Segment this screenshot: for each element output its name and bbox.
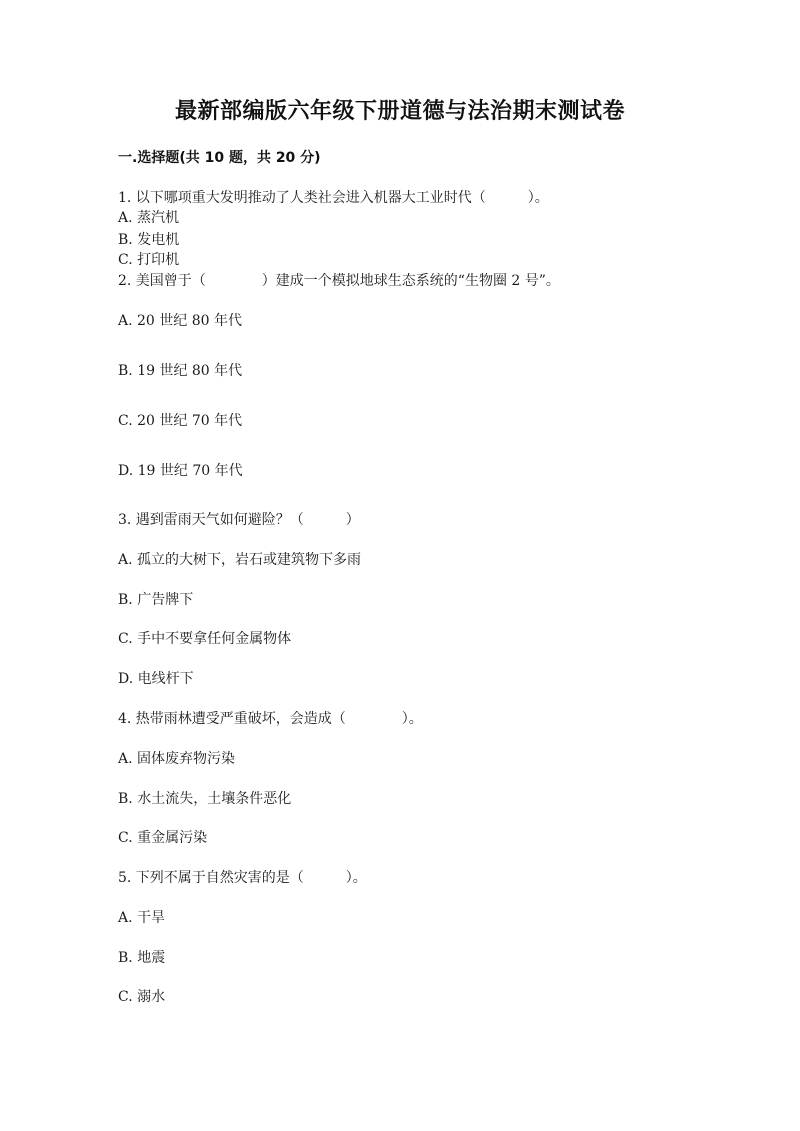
question-2-option-d: D. 19 世纪 70 年代 — [118, 463, 243, 479]
question-1-option-c: C. 打印机 — [118, 252, 180, 268]
question-5-option-b: B. 地震 — [118, 950, 166, 966]
question-2-stem: 2. 美国曾于（ ）建成一个模拟地球生态系统的“生物圈 2 号”。 — [118, 273, 560, 289]
question-1-option-b: B. 发电机 — [118, 232, 180, 248]
question-3-stem: 3. 遇到雷雨天气如何避险？（ ） — [118, 512, 360, 528]
question-5-option-c: C. 溺水 — [118, 989, 166, 1005]
question-5-option-a: A. 干旱 — [118, 910, 166, 926]
question-2-option-b: B. 19 世纪 80 年代 — [118, 363, 243, 379]
question-5-stem: 5. 下列不属于自然灾害的是（ ）。 — [118, 870, 367, 886]
page-title: 最新部编版六年级下册道德与法治期末测试卷 — [174, 99, 625, 124]
question-4-option-b: B. 水土流失，土壤条件恶化 — [118, 791, 292, 807]
section-header: 一.选择题(共 10 题，共 20 分) — [118, 150, 321, 166]
question-3-option-a: A. 孤立的大树下，岩石或建筑物下多雨 — [118, 552, 362, 568]
question-4-option-a: A. 固体废弃物污染 — [118, 751, 236, 767]
question-4-stem: 4. 热带雨林遭受严重破坏，会造成（ ）。 — [118, 711, 423, 727]
question-2-option-c: C. 20 世纪 70 年代 — [118, 413, 243, 429]
question-3-option-b: B. 广告牌下 — [118, 592, 194, 608]
question-3-option-d: D. 电线杆下 — [118, 671, 194, 687]
question-2-option-a: A. 20 世纪 80 年代 — [118, 313, 242, 329]
question-1-option-a: A. 蒸汽机 — [118, 210, 180, 226]
question-4-option-c: C. 重金属污染 — [118, 830, 208, 846]
question-1-stem: 1. 以下哪项重大发明推动了人类社会进入机器大工业时代（ ）。 — [118, 190, 549, 206]
question-3-option-c: C. 手中不要拿任何金属物体 — [118, 631, 292, 647]
